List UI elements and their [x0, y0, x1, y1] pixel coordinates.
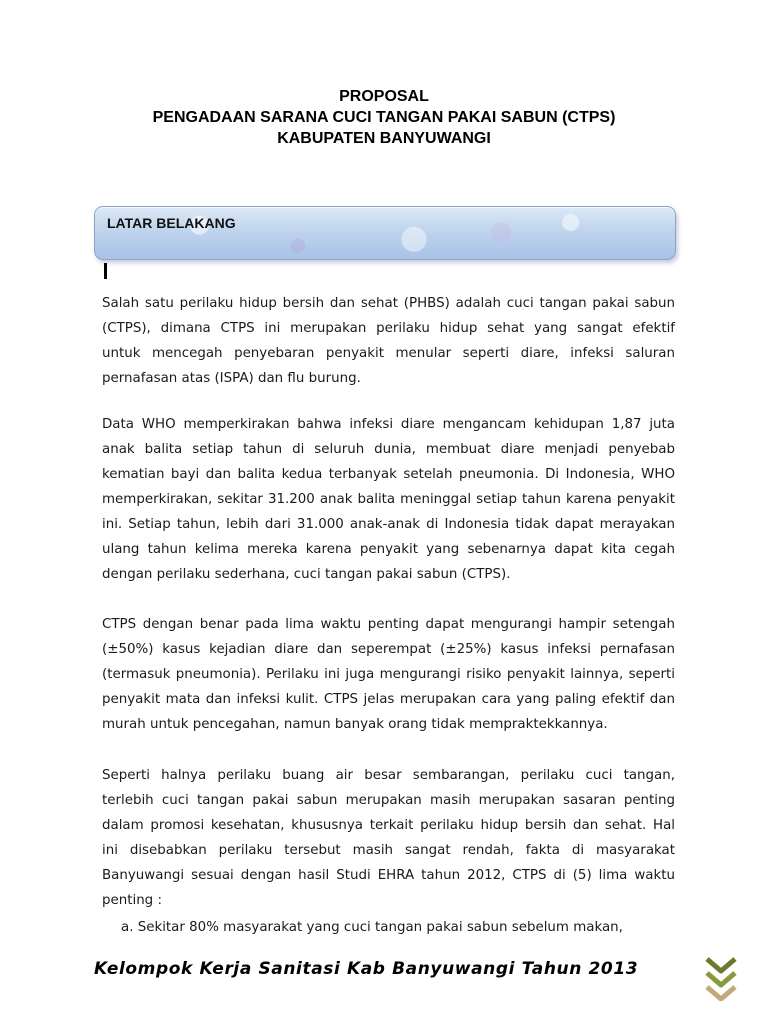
double-chevron-down-icon — [703, 955, 739, 1001]
footer-text: Kelompok Kerja Sanitasi Kab Banyuwangi Tahun 2013 — [94, 959, 639, 979]
paragraph-line: memperkirakan, sekitar 31.200 anak balita meninggal setiap tahun karena penyakit — [102, 492, 675, 507]
paragraph-line: Data WHO memperkirakan bahwa infeksi diare mengancam kehidupan 1,87 juta — [102, 417, 675, 432]
paragraph-line: dalam promosi kesehatan, khususnya terkait perilaku hidup bersih dan sehat. Hal — [102, 818, 675, 833]
text-cursor — [104, 263, 107, 279]
paragraph-3 — [102, 612, 675, 737]
section-heading: LATAR BELAKANG — [107, 215, 236, 231]
paragraph-line: Seperti halnya perilaku buang air besar sembarangan, perilaku cuci tangan, — [102, 768, 675, 783]
paragraph-line: untuk mencegah penyebaran penyakit menular seperti diare, infeksi saluran — [102, 346, 675, 361]
document-title — [0, 86, 768, 149]
title-line-2: PENGADAAN SARANA CUCI TANGAN PAKAI SABUN (CTPS) — [152, 109, 616, 126]
paragraph-line: Banyuwangi sesuai dengan hasil Studi EHRA tahun 2012, CTPS di (5) lima waktu — [102, 868, 675, 883]
paragraph-line: ini disebabkan perilaku tersebut masih sangat rendah, fakta di masyarakat — [102, 843, 675, 858]
paragraph-line: ini. Setiap tahun, lebih dari 31.000 anak-anak di Indonesia tidak dapat merayakan — [102, 517, 675, 532]
list-item-a: a. Sekitar 80% masyarakat yang cuci tangan pakai sabun sebelum makan, — [121, 920, 623, 935]
paragraph-line: murah untuk pencegahan, namun banyak orang tidak mempraktekkannya. — [102, 717, 608, 732]
paragraph-line: terlebih cuci tangan pakai sabun merupakan masih merupakan sasaran penting — [102, 793, 675, 808]
paragraph-line: (±50%) kasus kejadian diare dan seperempat (±25%) kasus infeksi pernafasan — [102, 642, 675, 657]
paragraph-line: (CTPS), dimana CTPS ini merupakan perilaku hidup sehat yang sangat efektif — [102, 321, 675, 336]
paragraph-4 — [102, 763, 675, 913]
title-line-3: KABUPATEN BANYUWANGI — [277, 130, 491, 147]
paragraph-line: dengan perilaku sederhana, cuci tangan pakai sabun (CTPS). — [102, 567, 511, 582]
paragraph-line: kematian bayi dan balita kedua terbanyak setelah pneumonia. Di Indonesia, WHO — [102, 467, 675, 482]
paragraph-line: (termasuk pneumonia). Perilaku ini juga mengurangi risiko penyakit lainnya, seperti — [102, 667, 675, 682]
paragraph-line: penyakit mata dan infeksi kulit. CTPS jelas merupakan cara yang paling efektif dan — [102, 692, 675, 707]
paragraph-1 — [102, 291, 675, 391]
paragraph-line: Salah satu perilaku hidup bersih dan sehat (PHBS) adalah cuci tangan pakai sabun — [102, 296, 675, 311]
paragraph-line: penting : — [102, 893, 162, 908]
paragraph-line: pernafasan atas (ISPA) dan flu burung. — [102, 371, 361, 386]
paragraph-line: anak balita setiap tahun di seluruh dunia, membuat diare menjadi penyebab — [102, 442, 675, 457]
paragraph-2 — [102, 412, 675, 587]
paragraph-line: ulang tahun kelima mereka karena penyakit yang sebenarnya dapat kita cegah — [102, 542, 675, 557]
paragraph-line: CTPS dengan benar pada lima waktu penting dapat mengurangi hampir setengah — [102, 617, 675, 632]
title-line-1: PROPOSAL — [339, 88, 429, 105]
section-heading-banner — [94, 206, 676, 260]
